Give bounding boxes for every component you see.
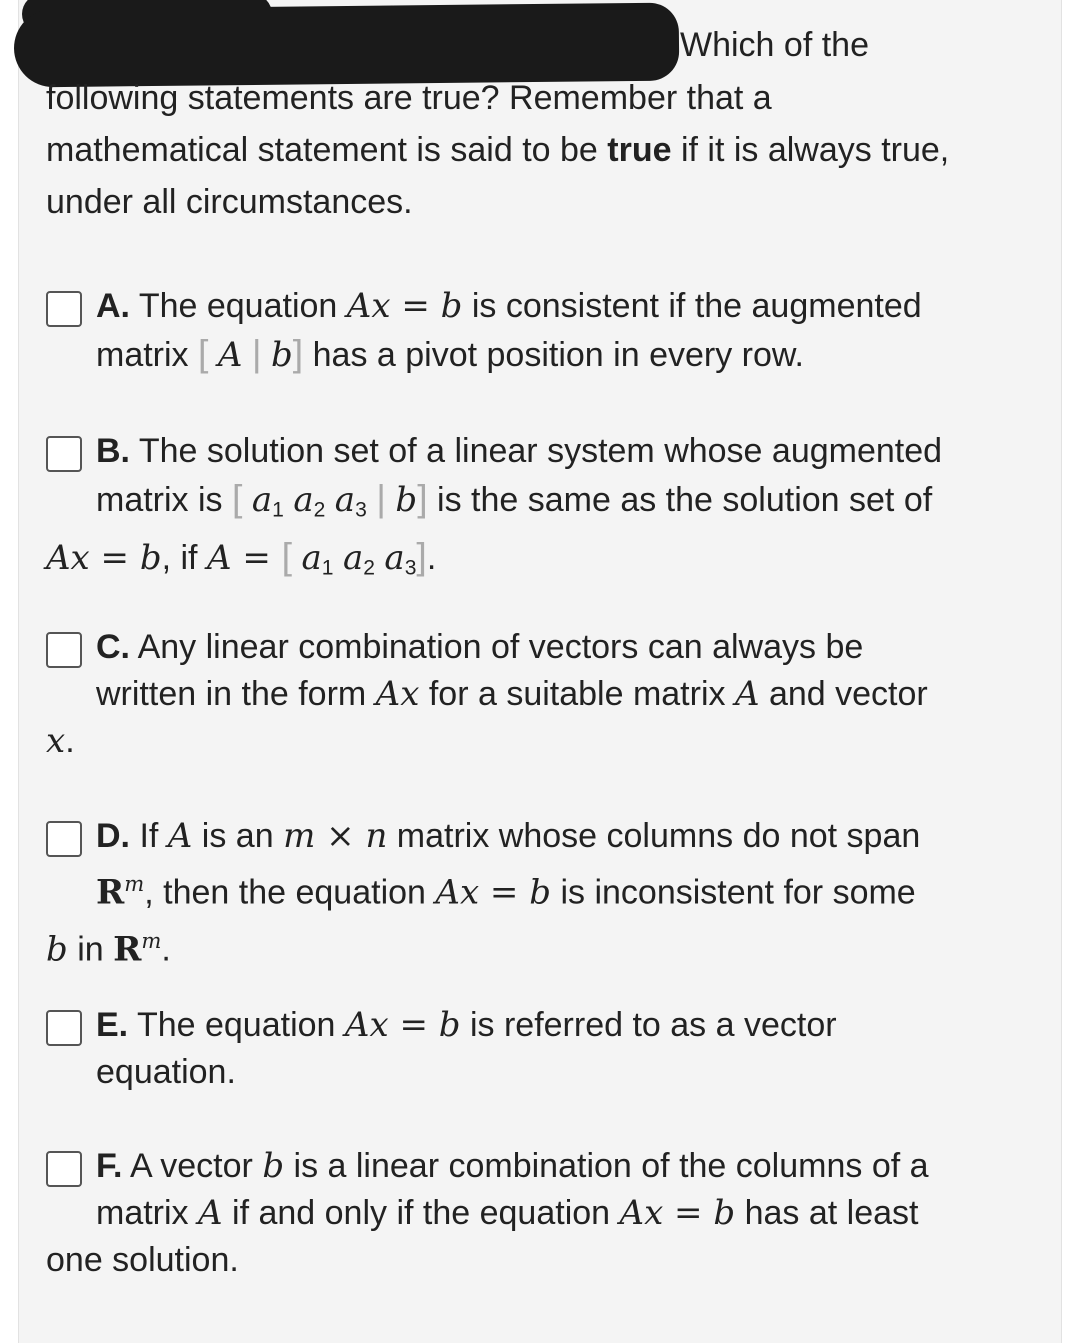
question-text-line3: mathematical statement is said to be true if it is always true, (46, 131, 950, 169)
checkbox-c[interactable] (46, 632, 82, 668)
checkbox-f[interactable] (46, 1151, 82, 1187)
option-c[interactable]: C. Any linear combination of vectors can always be written in the form Ax for a suitable matrix A and vector x. (46, 628, 928, 761)
option-b[interactable]: B. The solution set of a linear system whose augmented matrix is [ $a_1$ $a_2$ $a_3$ | b] is the same as the solution set of Ax = b, if A = [ $a_1$ $a_2$ $a_3$]. (46, 432, 943, 580)
option-f[interactable]: F. A vector b is a linear combination of the columns of a matrix A if and only if the equation Ax = b has at least one solution. (46, 1146, 929, 1279)
question-text-line4: under all circumstances. (46, 183, 413, 221)
question-text (46, 72, 1046, 228)
checkbox-e[interactable] (46, 1010, 82, 1046)
option-a[interactable]: A. The equation Ax = b is consistent if the augmented matrix [ A | b] has a pivot position in every row. (46, 283, 1046, 379)
checkbox-a[interactable] (46, 291, 82, 327)
option-d[interactable]: D. If A is an m × n matrix whose columns do not span $R^m$, then the equation Ax = b is inconsistent for some b in $R^m$. (46, 816, 921, 970)
option-e[interactable]: E. The equation Ax = b is referred to as a vector equation. (46, 1002, 1046, 1096)
question-text-line2: following statements are true? Remember that a (46, 79, 772, 117)
checkbox-d[interactable] (46, 821, 82, 857)
question-text-line1: Which of the (680, 26, 869, 64)
checkbox-b[interactable] (46, 436, 82, 472)
